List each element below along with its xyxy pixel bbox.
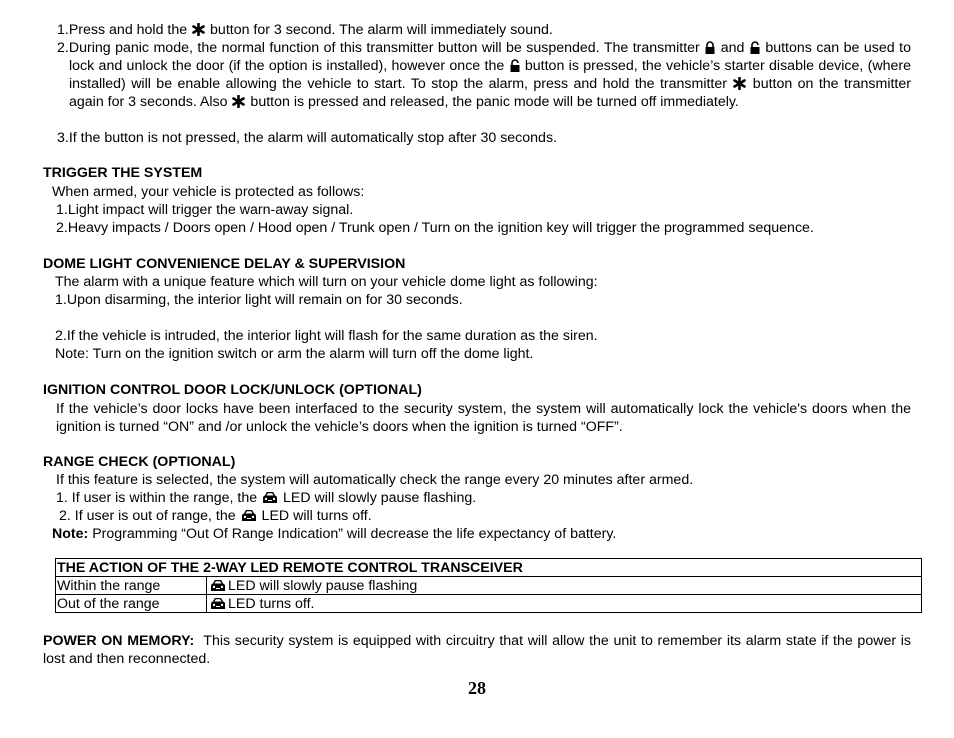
trigger-heading: TRIGGER THE SYSTEM: [43, 165, 203, 181]
table-cell-action: LED turns off.: [207, 595, 922, 613]
range-intro: If this feature is selected, the system will automatically check the range every 20 minutes after armed.: [56, 472, 694, 488]
range-heading: RANGE CHECK (OPTIONAL): [43, 454, 236, 470]
table-title: THE ACTION OF THE 2-WAY LED REMOTE CONTROL TRANSCEIVER: [56, 559, 922, 577]
car-icon: [241, 509, 257, 522]
trigger-item-2: 2.Heavy impacts / Doors open / Hood open / Trunk open / Turn on the ignition key will trigger the programmed sequence.: [56, 220, 814, 236]
table-row: [56, 577, 922, 595]
car-icon: [209, 597, 227, 610]
car-icon: [262, 491, 278, 504]
table-row: [56, 595, 922, 613]
dome-item-2: 2.If the vehicle is intruded, the interior light will flash for the same duration as the siren.: [55, 328, 598, 344]
panic-item-1: 1.Press and hold the button for 3 second. The alarm will immediately sound.: [57, 22, 553, 38]
panic-item-2: 2.During panic mode, the normal function of this transmitter button will be suspended. The transmitter and buttons can be used to lock and unlock the door (if the option is installed), however once the button is pressed, the vehicle’s starter disable device, (where installed) will be enable allowing the vehicle to start. To stop the alarm, press and hold the transmitter button on the transmitter again for 3 seconds. Also button is pressed and released, the panic mode will be turned off immediately.: [57, 40, 911, 110]
range-item-2: 2. If user is out of range, the LED will turns off.: [59, 508, 372, 524]
car-icon: [209, 579, 227, 592]
page-number: 28: [468, 678, 486, 698]
dome-heading: DOME LIGHT CONVENIENCE DELAY & SUPERVISION: [43, 256, 406, 272]
power-memory-paragraph: POWER ON MEMORY: This security system is equipped with circuitry that will allow the unit to remember its alarm state if the power is lost and then reconnected.: [43, 633, 915, 667]
dome-intro: The alarm with a unique feature which will turn on your vehicle dome light as following:: [55, 274, 598, 290]
ignition-body: If the vehicle’s door locks have been interfaced to the security system, the system will automatically lock the vehicle's doors when the ignition is turned “ON” and /or unlock the vehicle’s doors when the ignition is turned “OFF”.: [56, 401, 911, 435]
dome-note: Note: Turn on the ignition switch or arm the alarm will turn off the dome light.: [55, 346, 534, 362]
trigger-intro: When armed, your vehicle is protected as follows:: [52, 184, 365, 200]
asterisk-icon: [733, 77, 746, 90]
range-note: Note: Programming “Out Of Range Indication” will decrease the life expectancy of battery.: [52, 526, 617, 542]
ignition-heading: IGNITION CONTROL DOOR LOCK/UNLOCK (OPTIONAL): [43, 382, 422, 398]
led-action-table: [55, 558, 922, 613]
table-cell-condition: Out of the range: [56, 595, 207, 613]
unlock-icon: [750, 41, 760, 54]
lock-icon: [705, 41, 715, 54]
table-cell-condition: Within the range: [56, 577, 207, 595]
table-cell-action: LED will slowly pause flashing: [207, 577, 922, 595]
trigger-item-1: 1.Light impact will trigger the warn-away signal.: [56, 202, 354, 218]
table-header-row: [56, 559, 922, 577]
range-item-1: 1. If user is within the range, the LED will slowly pause flashing.: [56, 490, 477, 506]
panic-item-3: 3.If the button is not pressed, the alarm will automatically stop after 30 seconds.: [57, 130, 557, 146]
unlock-icon: [510, 59, 520, 72]
asterisk-icon: [232, 95, 245, 108]
asterisk-icon: [192, 23, 205, 36]
dome-item-1: 1.Upon disarming, the interior light will remain on for 30 seconds.: [55, 292, 463, 308]
